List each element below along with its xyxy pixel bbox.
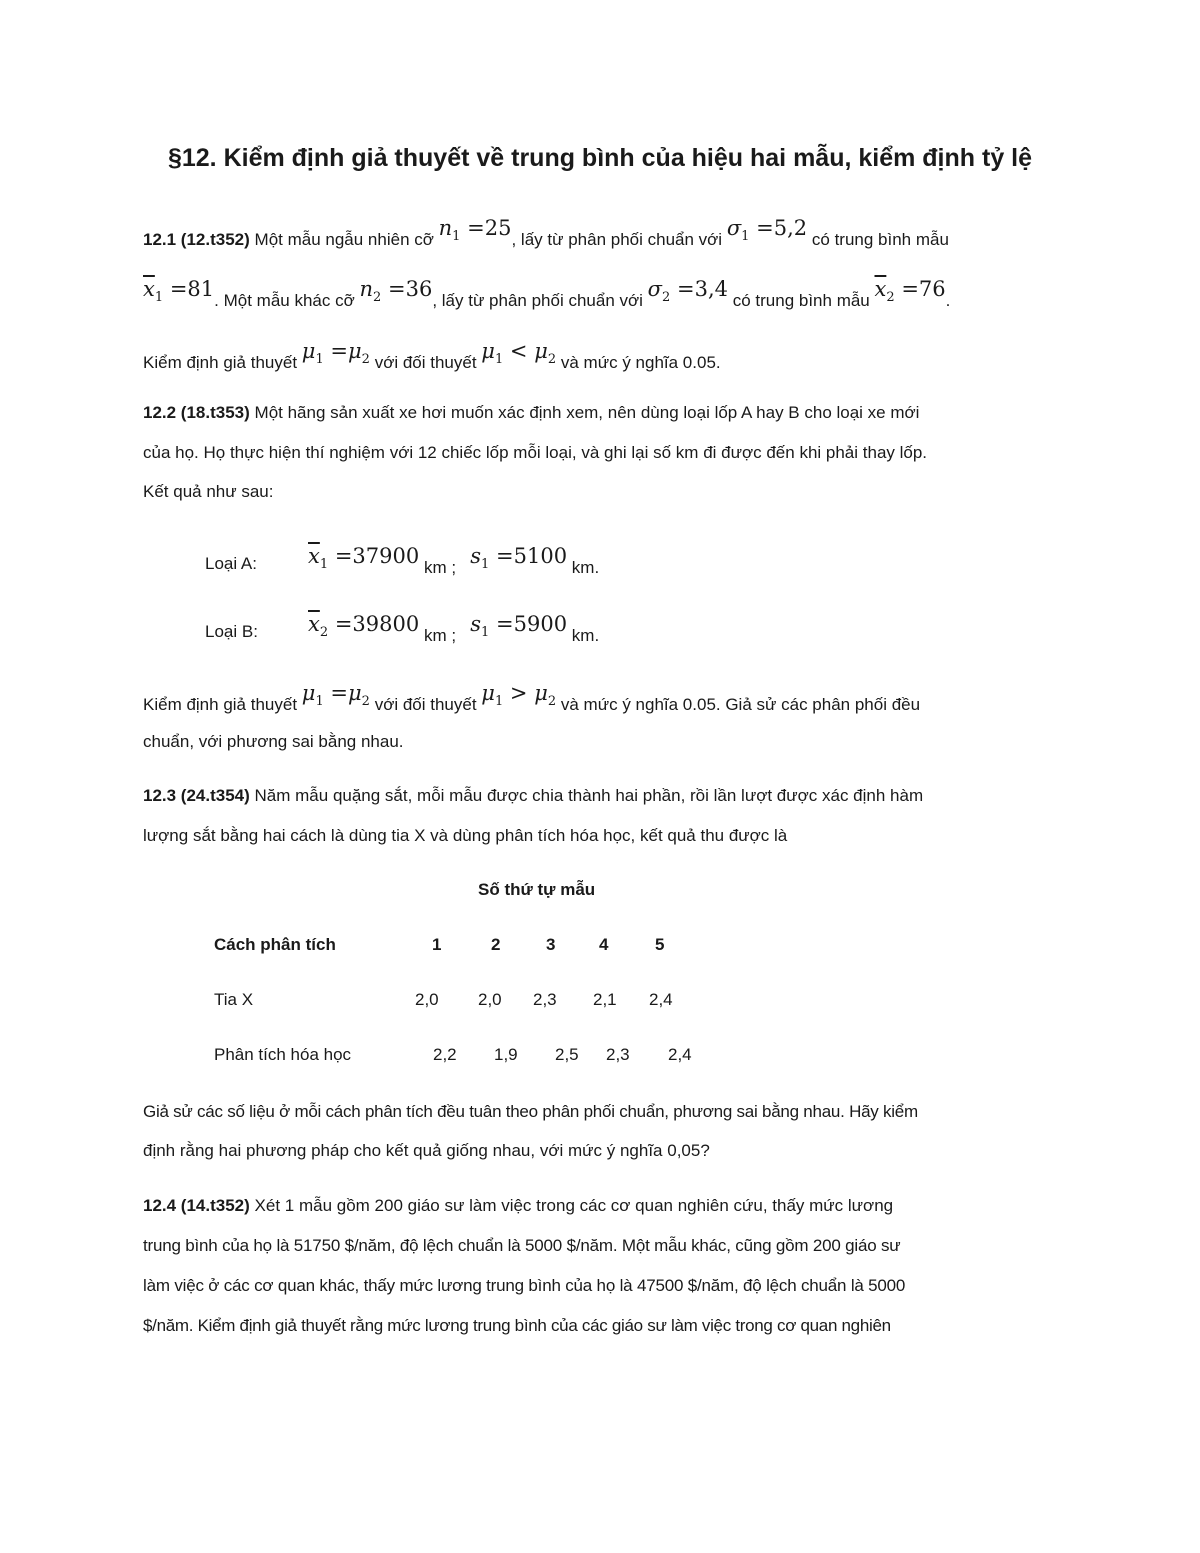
problem-12-1-line-3 <box>143 339 721 377</box>
problem-number: 12.3 (24.t354) <box>143 786 250 805</box>
formula-sigma2: $\sigma_2 =3,4$ <box>647 277 728 306</box>
problem-12-3-line-2: lượng sắt bằng hai cách là dùng tia X và dùng phân tích hóa học, kết quả thu được là <box>143 826 788 845</box>
problem-number: 12.2 (18.t353) <box>143 403 250 422</box>
formula-s1: $s_1 =5900$ <box>470 612 568 641</box>
table-col-header: 5 <box>655 935 665 954</box>
table-cell: 2,4 <box>649 990 673 1009</box>
unit: km. <box>571 626 600 645</box>
row-b-formula <box>308 612 600 650</box>
formula-xbar2: $\overline{x}_2 =39800$ <box>308 612 420 641</box>
unit: km. <box>571 558 600 577</box>
problem-12-2-line-3: Kết quả như sau: <box>143 482 274 501</box>
problem-12-4-line-2: trung bình của họ là 51750 $/năm, độ lệch chuẩn là 5000 $/năm. Một mẫu khác, cũng gồm 200 giáo sư <box>143 1236 901 1255</box>
formula-h0: $\mu_1 =\mu_2$ <box>301 339 370 368</box>
text: Một hãng sản xuất xe hơi muốn xác định xem, nên dùng loại lốp A hay B cho loại xe mới <box>254 403 920 422</box>
formula-h1: $\mu_1 < \mu_2$ <box>481 339 557 368</box>
unit: km ; <box>423 626 457 645</box>
table-cell: 2,5 <box>555 1045 579 1064</box>
text: có trung bình mẫu <box>811 230 949 249</box>
table-cell: 2,2 <box>433 1045 457 1064</box>
table-col-header: 4 <box>599 935 609 954</box>
text: . <box>945 291 951 310</box>
page-title: §12. Kiểm định giả thuyết về trung bình của hiệu hai mẫu, kiểm định tỷ lệ <box>167 144 1033 172</box>
problem-12-3-line-4: định rằng hai phương pháp cho kết quả giống nhau, với mức ý nghĩa 0,05? <box>143 1141 710 1160</box>
formula-n2: $n_2 =36$ <box>359 277 433 306</box>
formula-n1: $n_1 =25$ <box>438 216 512 245</box>
table-cell: 2,0 <box>478 990 502 1009</box>
table-cell: 2,3 <box>533 990 557 1009</box>
table-cell: 1,9 <box>494 1045 518 1064</box>
formula-h0: $\mu_1 =\mu_2$ <box>301 681 370 710</box>
text: với đối thuyết <box>374 353 477 372</box>
text: và mức ý nghĩa 0.05. Giả sử các phân phối đều <box>560 695 921 714</box>
problem-12-1-line-2 <box>143 277 951 315</box>
table-col-header: 2 <box>491 935 501 954</box>
table-cell: 2,4 <box>668 1045 692 1064</box>
problem-12-3-line-3: Giả sử các số liệu ở mỗi cách phân tích đều tuân theo phân phối chuẩn, phương sai bằng nhau. Hãy kiểm <box>143 1102 918 1121</box>
text: Kiểm định giả thuyết <box>143 695 298 714</box>
table-cell: 2,3 <box>606 1045 630 1064</box>
formula-xbar1: $\overline{x}_1 =37900$ <box>308 544 420 573</box>
table-cell: 2,0 <box>415 990 439 1009</box>
problem-12-2-line-5: chuẩn, với phương sai bằng nhau. <box>143 732 404 751</box>
problem-12-4-line-4: $/năm. Kiểm định giả thuyết rằng mức lương trung bình của các giáo sư làm việc trong cơ quan nghiên <box>143 1316 891 1335</box>
problem-12-1-line-1 <box>143 216 949 254</box>
table-header-label: Cách phân tích <box>214 935 336 954</box>
text: , lấy từ phân phối chuẩn với <box>511 230 723 249</box>
table-row-label: Tia X <box>214 990 254 1009</box>
table-col-header: 3 <box>546 935 556 954</box>
problem-number: 12.1 (12.t352) <box>143 230 250 249</box>
text: , lấy từ phân phối chuẩn với <box>432 291 643 310</box>
formula-sigma1: $\sigma_1 =5,2$ <box>726 216 808 245</box>
row-a-formula <box>308 544 600 582</box>
text: với đối thuyết <box>374 695 477 714</box>
text: . Một mẫu khác cỡ <box>214 291 355 310</box>
problem-12-4-line-3: làm việc ở các cơ quan khác, thấy mức lương trung bình của họ là 47500 $/năm, độ lệch chuẩn là 5000 <box>143 1276 906 1295</box>
text: Xét 1 mẫu gồm 200 giáo sư làm việc trong các cơ quan nghiên cứu, thấy mức lương <box>254 1196 894 1215</box>
row-a-label: Loại A: <box>205 554 257 573</box>
problem-12-4-line-1 <box>143 1196 893 1216</box>
problem-number: 12.4 (14.t352) <box>143 1196 250 1215</box>
table-cell: 2,1 <box>593 990 617 1009</box>
text: Năm mẫu quặng sắt, mỗi mẫu được chia thành hai phần, rồi lần lượt được xác định hàm <box>254 786 924 805</box>
text: có trung bình mẫu <box>732 291 870 310</box>
table-row-label: Phân tích hóa học <box>214 1045 352 1064</box>
unit: km ; <box>423 558 457 577</box>
formula-s1: $s_1 =5100$ <box>470 544 568 573</box>
table-caption: Số thứ tự mẫu <box>478 880 596 899</box>
text: Kiểm định giả thuyết <box>143 353 298 372</box>
text: và mức ý nghĩa 0.05. <box>560 353 721 372</box>
problem-12-2-line-4 <box>143 681 921 719</box>
table-col-header: 1 <box>432 935 442 954</box>
problem-12-2-line-2: của họ. Họ thực hiện thí nghiệm với 12 chiếc lốp mỗi loại, và ghi lại số km đi được đến khi phải thay lốp. <box>143 443 928 462</box>
formula-h1: $\mu_1 > \mu_2$ <box>481 681 557 710</box>
row-b-label: Loại B: <box>205 622 258 641</box>
formula-xbar1: $\overline{x}_1 =81$ <box>143 277 215 306</box>
problem-12-3-line-1 <box>143 786 923 806</box>
formula-xbar2: $\overline{x}_2 =76$ <box>874 277 946 306</box>
problem-12-2-line-1 <box>143 403 919 423</box>
text: Một mẫu ngẫu nhiên cỡ <box>254 230 434 249</box>
